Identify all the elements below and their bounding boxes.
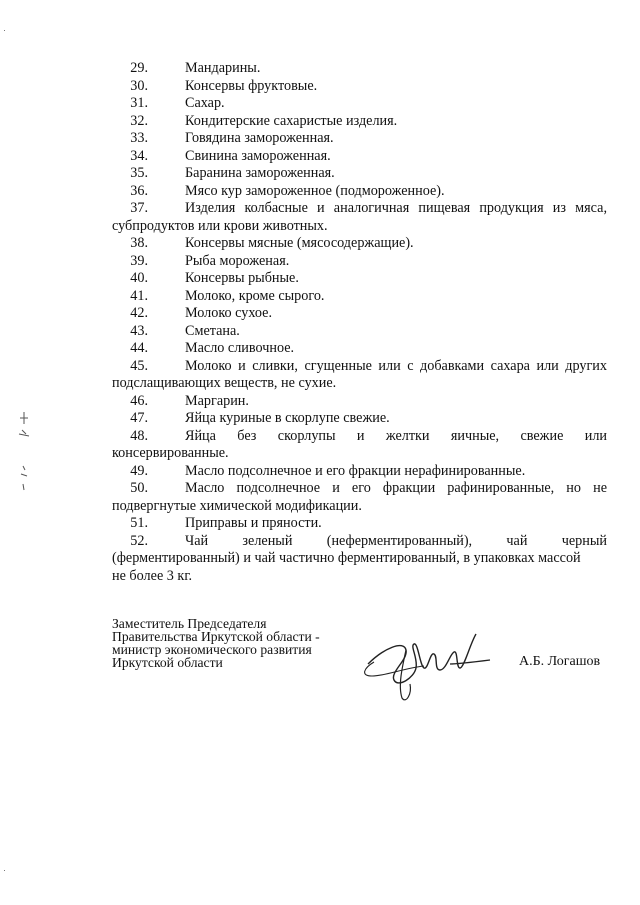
list-item	[112, 235, 612, 253]
list-item	[112, 340, 612, 358]
list-item	[112, 288, 612, 306]
item-number: 29.	[130, 60, 148, 76]
item-text: Молоко сухое.	[185, 305, 273, 321]
item-text: Консервы мясные (мясосодержащие).	[185, 235, 414, 251]
list-item	[112, 515, 612, 533]
list-item	[112, 533, 612, 586]
signatory-line: Правительства Иркутской области -	[112, 629, 320, 644]
list-item	[112, 393, 612, 411]
item-text: Маргарин.	[185, 392, 249, 409]
list-item	[112, 130, 612, 148]
item-text-continuation: подвергнутые химической модификации.	[112, 497, 362, 514]
list-item	[112, 78, 612, 96]
item-number: 51.	[130, 515, 148, 531]
item-text: Консервы фруктовые.	[185, 77, 318, 94]
list-item	[112, 305, 612, 323]
list-item	[112, 270, 612, 288]
signatory-line: Иркутской области	[112, 655, 223, 670]
item-text: Баранина замороженная.	[185, 165, 335, 181]
item-number: 38.	[130, 235, 148, 251]
item-text: Кондитерские сахаристые изделия.	[185, 112, 398, 129]
item-number: 40.	[130, 270, 148, 286]
item-number: 39.	[130, 252, 148, 269]
item-text: Масло подсолнечное и его фракции нерафинированные.	[185, 462, 526, 479]
item-text: Рыба мороженая.	[185, 252, 290, 269]
item-number: 45.	[130, 357, 148, 374]
item-number: 30.	[130, 77, 148, 94]
list-item	[112, 148, 612, 166]
list-item	[112, 463, 612, 481]
item-text: Консервы рыбные.	[185, 270, 299, 286]
item-text: Приправы и пряности.	[185, 515, 322, 531]
item-number: 31.	[130, 95, 148, 111]
item-number: 48.	[130, 427, 148, 444]
item-text: Мясо кур замороженное (подмороженное).	[185, 182, 445, 199]
item-number: 34.	[130, 147, 148, 164]
item-number: 50.	[130, 480, 148, 496]
item-text-first-line: Яйца без скорлупы и желтки яичные, свежие или	[185, 427, 607, 444]
item-number: 43.	[130, 322, 148, 339]
list-item	[112, 428, 612, 463]
item-text: Сахар.	[185, 95, 225, 111]
list-item	[112, 165, 612, 183]
item-text: Масло сливочное.	[185, 340, 295, 356]
signatory-line: Заместитель Председателя	[112, 616, 267, 631]
item-number: 33.	[130, 130, 148, 146]
list-item	[112, 183, 612, 201]
item-number: 47.	[130, 410, 148, 426]
item-text-continuation: не более 3 кг.	[112, 567, 193, 584]
signatory-title	[112, 617, 320, 669]
item-text-continuation: подслащивающих веществ, не сухие.	[112, 375, 337, 391]
item-number: 32.	[130, 112, 148, 129]
item-number: 52.	[130, 532, 148, 549]
list-item	[112, 323, 612, 341]
item-text-first-line: Масло подсолнечное и его фракции рафинированные, но не	[185, 480, 607, 496]
item-text-first-line: Чай зеленый (неферментированный), чай черный	[185, 532, 607, 549]
item-text-continuation: субпродуктов или крови животных.	[112, 217, 328, 234]
product-list	[112, 60, 612, 585]
list-item	[112, 480, 612, 515]
item-text-continuation: консервированные.	[112, 445, 229, 461]
item-text-first-line: Молоко и сливки, сгущенные или с добавками сахара или других	[185, 357, 607, 374]
item-number: 49.	[130, 462, 148, 479]
scan-artifact-marks	[14, 410, 34, 500]
item-text: Свинина замороженная.	[185, 147, 331, 164]
list-item	[112, 358, 612, 393]
list-item	[112, 253, 612, 271]
item-text: Молоко, кроме сырого.	[185, 287, 325, 304]
item-number: 41.	[130, 287, 148, 304]
item-text: Говядина замороженная.	[185, 130, 334, 146]
list-item	[112, 95, 612, 113]
item-number: 35.	[130, 165, 148, 181]
list-item	[112, 113, 612, 131]
item-number: 36.	[130, 182, 148, 199]
item-number: 42.	[130, 305, 148, 321]
list-item	[112, 410, 612, 428]
handwritten-signature	[354, 624, 494, 704]
item-number: 44.	[130, 340, 148, 356]
item-text: Сметана.	[185, 322, 240, 339]
scan-dot	[4, 870, 5, 871]
list-item	[112, 60, 612, 78]
signatory-name: А.Б. Логашов	[519, 654, 601, 669]
item-text: Мандарины.	[185, 60, 261, 76]
signatory-line: министр экономического развития	[112, 642, 312, 657]
item-number: 46.	[130, 392, 148, 409]
item-number: 37.	[130, 200, 148, 216]
scan-dot	[4, 30, 5, 31]
item-text: Яйца куриные в скорлупе свежие.	[185, 410, 390, 426]
list-item	[112, 200, 612, 235]
item-text-first-line: Изделия колбасные и аналогичная пищевая продукция из мяса,	[185, 200, 607, 216]
item-text-continuation: (ферментированный) и чай частично ферментированный, в упаковках массой	[112, 550, 581, 566]
